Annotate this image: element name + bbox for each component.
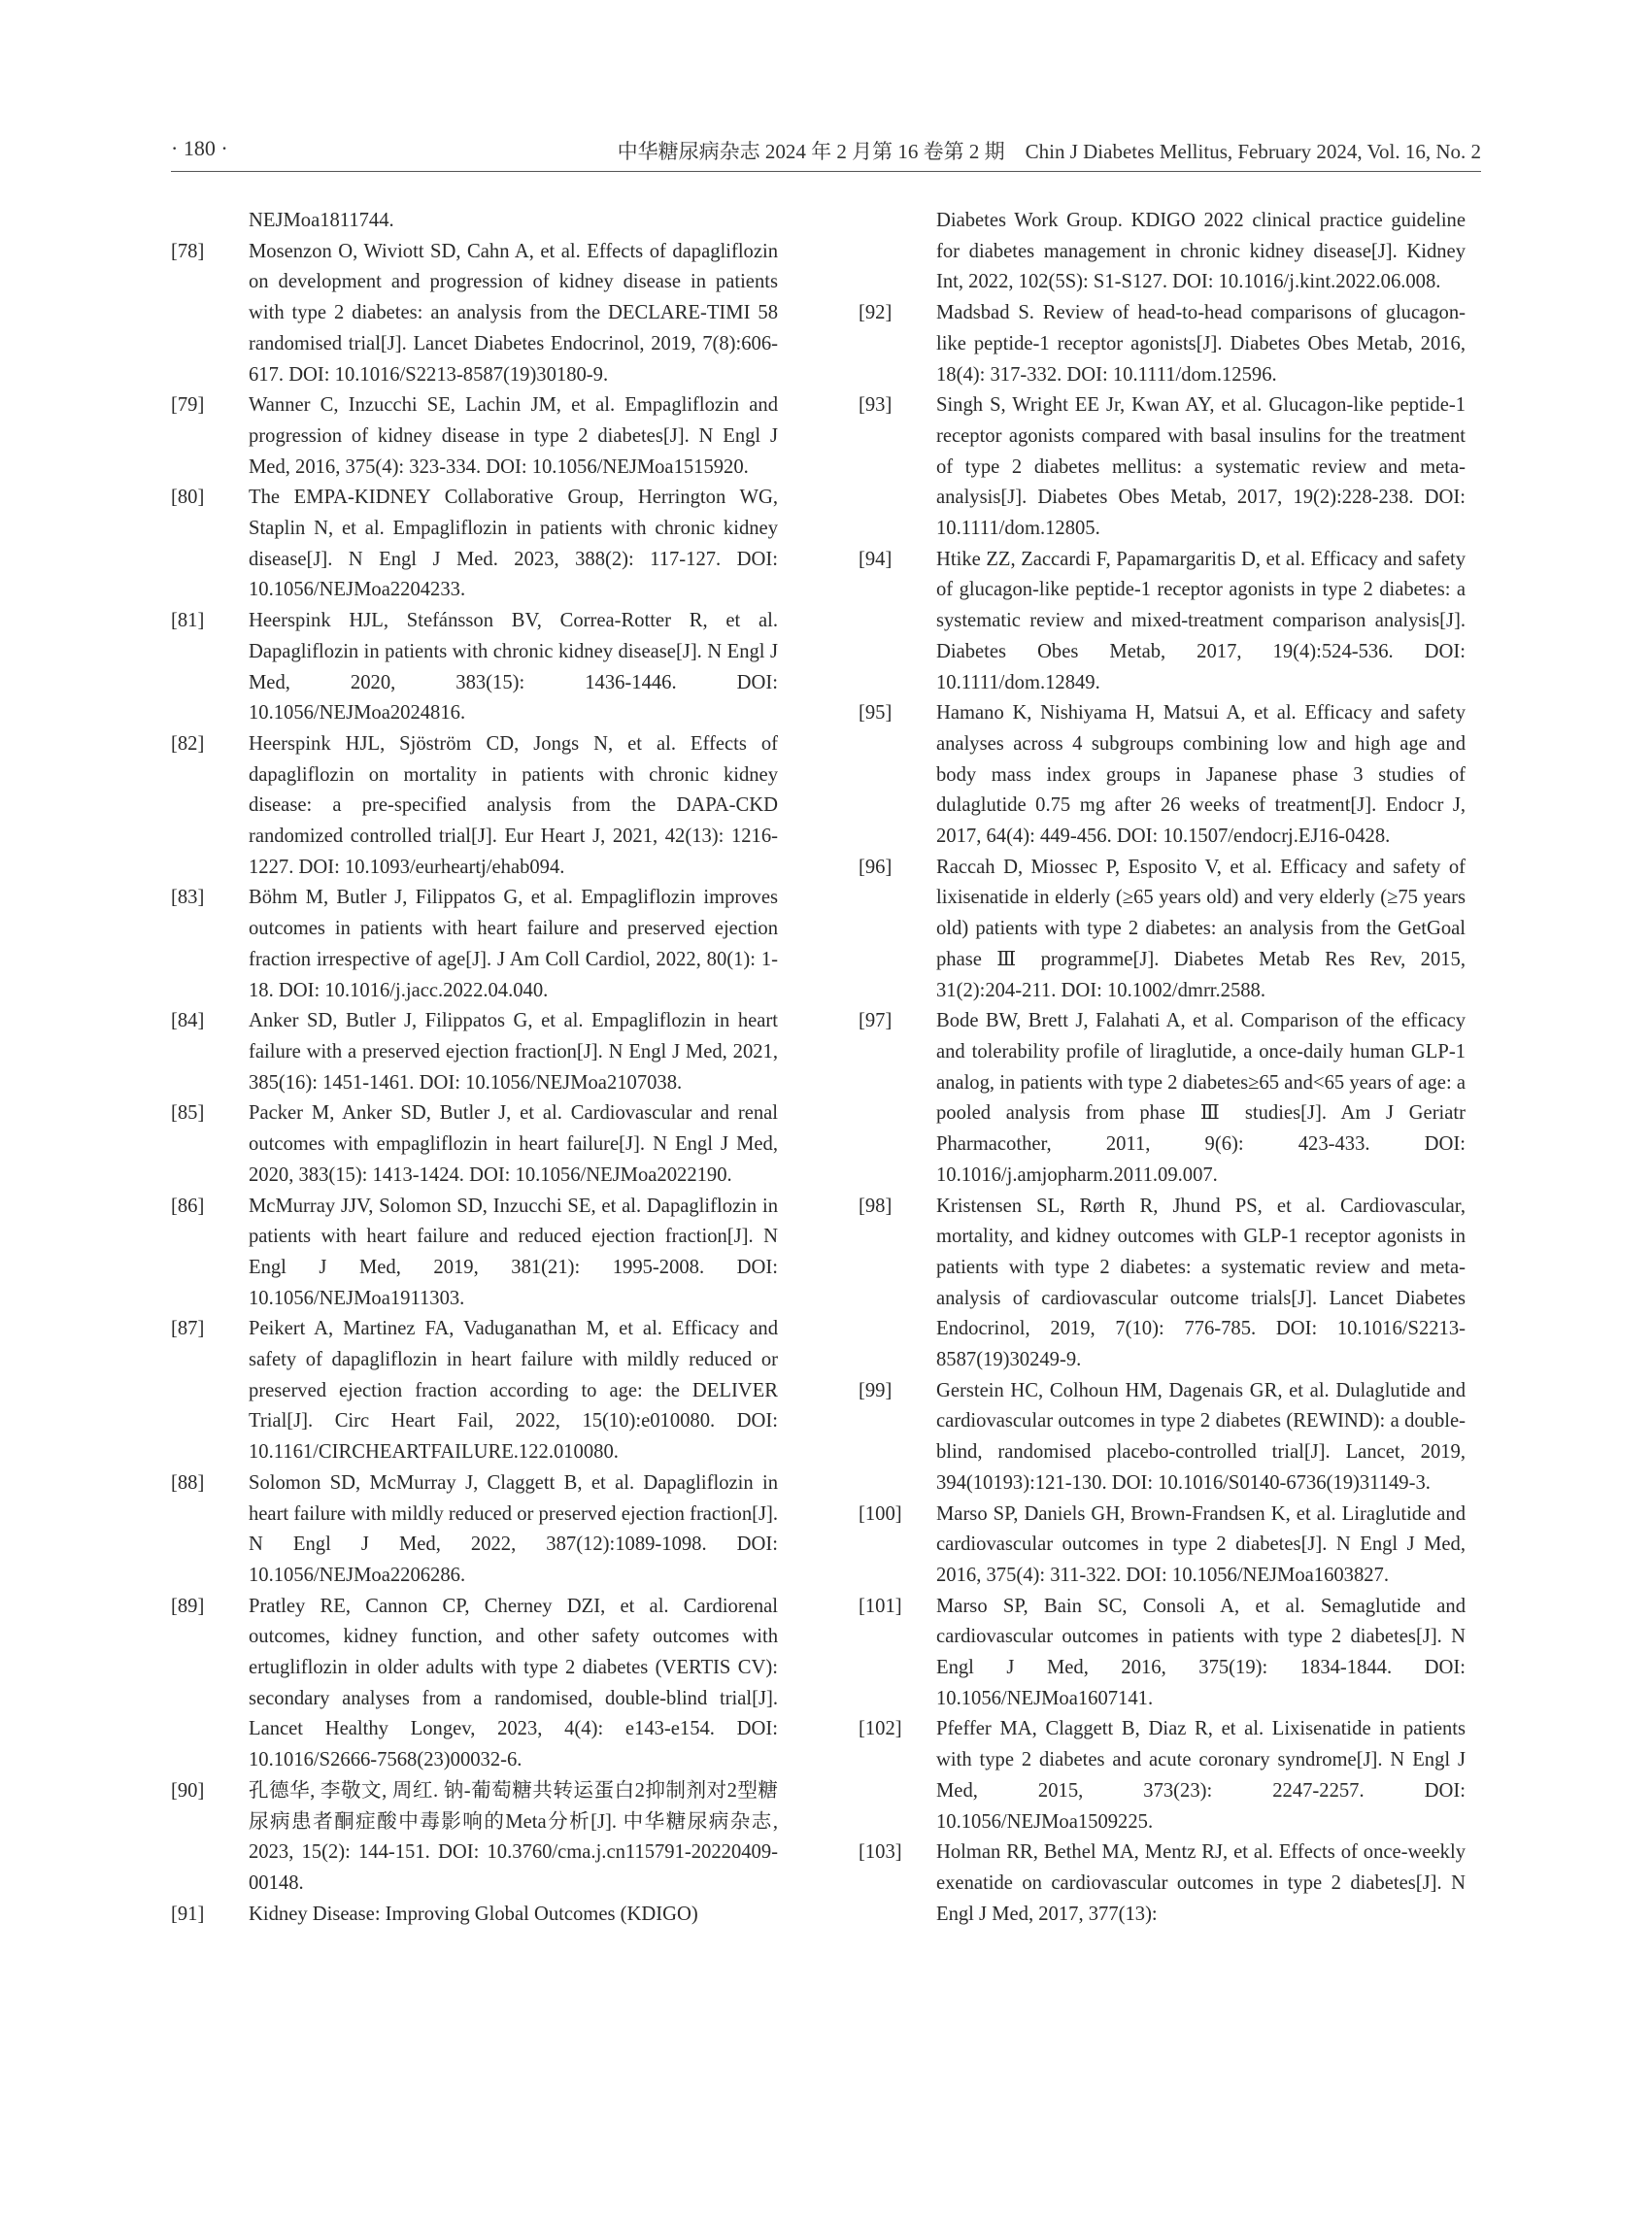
reference-text: Pfeffer MA, Claggett B, Diaz R, et al. Lixisenatide in patients with type 2 diabetes and acute coronary syndrome[J]. N Engl J Med, 2015, 373(23): 2247-2257. DOI: 10.1056/NEJMoa1509225.	[936, 1718, 1466, 1833]
reference-item	[171, 237, 778, 391]
reference-text: Mosenzon O, Wiviott SD, Cahn A, et al. Effects of dapagliflozin on development and progression of kidney disease in patients with type 2 diabetes: an analysis from the DECLARE-TIMI 58 randomised trial[J]. Lancet Diabetes Endocrinol, 2019, 7(8):606-617. DOI: 10.1016/S2213-8587(19)30180-9.	[249, 240, 778, 386]
reference-text: McMurray JJV, Solomon SD, Inzucchi SE, et al. Dapagliflozin in patients with heart failure and reduced ejection fraction[J]. N Engl J Med, 2019, 381(21): 1995-2008. DOI: 10.1056/NEJMoa1911303.	[249, 1195, 778, 1309]
reference-text: Heerspink HJL, Stefánsson BV, Correa-Rotter R, et al. Dapagliflozin in patients with chronic kidney disease[J]. N Engl J Med, 2020, 383(15): 1436-1446. DOI: 10.1056/NEJMoa2024816.	[249, 610, 778, 725]
page-header	[171, 132, 1481, 172]
reference-item	[171, 1776, 778, 1900]
reference-item	[859, 698, 1466, 853]
reference-text: 孔德华, 李敬文, 周红. 钠-葡萄糖共转运蛋白2抑制剂对2型糖尿病患者酮症酸中毒影响的Meta分析[J]. 中华糖尿病杂志, 2023, 15(2): 144-151. DOI: 10.3760/cma.j.cn115791-20220409-00148.	[249, 1779, 778, 1894]
reference-text: Gerstein HC, Colhoun HM, Dagenais GR, et al. Dulaglutide and cardiovascular outcomes in type 2 diabetes (REWIND): a double-blind, randomised placebo-controlled trial[J]. Lancet, 2019, 394(10193):121-130. DOI: 10.1016/S0140-6736(19)31149-3.	[936, 1379, 1466, 1494]
reference-item	[859, 298, 1466, 390]
reference-item	[859, 1837, 1466, 1930]
reference-text: Marso SP, Daniels GH, Brown-Frandsen K, et al. Liraglutide and cardiovascular outcomes in type 2 diabetes[J]. N Engl J Med, 2016, 375(4): 311-322. DOI: 10.1056/NEJMoa1603827.	[936, 1502, 1466, 1586]
reference-item	[859, 1376, 1466, 1500]
reference-column-left	[171, 206, 778, 1930]
reference-number: [83]	[171, 887, 205, 909]
reference-number: [87]	[171, 1318, 205, 1340]
reference-number: [90]	[171, 1779, 205, 1802]
reference-item	[859, 390, 1466, 545]
reference-text: Böhm M, Butler J, Filippatos G, et al. Empagliflozin improves outcomes in patients with heart failure and preserved ejection fraction irrespective of age[J]. J Am Coll Cardiol, 2022, 80(1): 1-18. DOI: 10.1016/j.jacc.2022.04.040.	[249, 887, 778, 1001]
reference-item	[171, 1468, 778, 1592]
page-number: · 180 ·	[171, 136, 228, 160]
reference-number: [93]	[859, 394, 893, 417]
reference-item	[859, 1714, 1466, 1837]
reference-text: Heerspink HJL, Sjöström CD, Jongs N, et al. Effects of dapagliflozin on mortality in patients with chronic kidney disease: a pre-specified analysis from the DAPA-CKD randomized controlled trial[J]. Eur Heart J, 2021, 42(13): 1216-1227. DOI: 10.1093/eurheartj/ehab094.	[249, 732, 778, 878]
reference-number: [102]	[859, 1718, 902, 1740]
reference-number: [91]	[171, 1903, 205, 1925]
reference-number: [86]	[171, 1195, 205, 1217]
reference-number: [96]	[859, 856, 893, 878]
reference-item	[171, 1006, 778, 1098]
reference-item	[171, 1098, 778, 1191]
reference-list-right	[859, 298, 1466, 1930]
reference-continuation	[171, 206, 778, 237]
reference-number: [78]	[171, 240, 205, 262]
reference-text: Pratley RE, Cannon CP, Cherney DZI, et al. Cardiorenal outcomes, kidney function, and other safety outcomes with ertugliflozin in older adults with type 2 diabetes (VERTIS CV): secondary analyses from a randomised, double-blind trial[J]. Lancet Healthy Longev, 2023, 4(4): e143-e154. DOI: 10.1016/S2666-7568(23)00032-6.	[249, 1595, 778, 1771]
reference-text: Kristensen SL, Rørth R, Jhund PS, et al. Cardiovascular, mortality, and kidney outcomes with GLP-1 receptor agonists in patients with type 2 diabetes: a systematic review and meta-analysis of cardiovascular outcome trials[J]. Lancet Diabetes Endocrinol, 2019, 7(10): 776-785. DOI: 10.1016/S2213-8587(19)30249-9.	[936, 1195, 1466, 1371]
reference-item	[171, 729, 778, 884]
reference-text: Singh S, Wright EE Jr, Kwan AY, et al. Glucagon-like peptide-1 receptor agonists compared with basal insulins for the treatment of type 2 diabetes mellitus: a systematic review and meta-analysis[J]. Diabetes Obes Metab, 2017, 19(2):228-238. DOI: 10.1111/dom.12805.	[936, 394, 1466, 540]
reference-text: NEJMoa1811744.	[249, 210, 394, 231]
reference-number: [98]	[859, 1195, 893, 1217]
reference-number: [84]	[171, 1010, 205, 1032]
reference-text: Hamano K, Nishiyama H, Matsui A, et al. Efficacy and safety analyses across 4 subgroups combining low and high age and body mass index groups in Japanese phase 3 studies of dulaglutide 0.75 mg after 26 weeks of treatment[J]. Endocr J, 2017, 64(4): 449-456. DOI: 10.1507/endocrj.EJ16-0428.	[936, 702, 1466, 848]
reference-text: Diabetes Work Group. KDIGO 2022 clinical practice guideline for diabetes management in chronic kidney disease[J]. Kidney Int, 2022, 102(5S): S1-S127. DOI: 10.1016/j.kint.2022.06.008.	[936, 210, 1466, 293]
reference-item	[859, 1592, 1466, 1715]
reference-number: [99]	[859, 1379, 893, 1401]
reference-text: Marso SP, Bain SC, Consoli A, et al. Semaglutide and cardiovascular outcomes in patients with type 2 diabetes[J]. N Engl J Med, 2016, 375(19): 1834-1844. DOI: 10.1056/NEJMoa1607141.	[936, 1595, 1466, 1709]
reference-text: Madsbad S. Review of head-to-head comparisons of glucagon-like peptide-1 receptor agonists[J]. Diabetes Obes Metab, 2016, 18(4): 317-332. DOI: 10.1111/dom.12596.	[936, 302, 1466, 386]
running-title: 中华糖尿病杂志 2024 年 2 月第 16 卷第 2 期 Chin J Diabetes Mellitus, February 2024, Vol. 16, No. 2	[617, 140, 1481, 163]
reference-number: [92]	[859, 302, 893, 324]
reference-number: [89]	[171, 1595, 205, 1617]
reference-column-right	[859, 206, 1466, 1930]
reference-text: Peikert A, Martinez FA, Vaduganathan M, et al. Efficacy and safety of dapagliflozin in heart failure with mildly reduced or preserved ejection fraction according to age: the DELIVER Trial[J]. Circ Heart Fail, 2022, 15(10):e010080. DOI: 10.1161/CIRCHEARTFAILURE.122.010080.	[249, 1318, 778, 1464]
reference-item	[171, 1900, 778, 1931]
reference-item	[859, 853, 1466, 1007]
reference-number: [101]	[859, 1595, 902, 1617]
reference-item	[171, 1314, 778, 1468]
reference-number: [81]	[171, 610, 205, 632]
reference-text: Raccah D, Miossec P, Esposito V, et al. Efficacy and safety of lixisenatide in elderly (≥65 years old) and very elderly (≥75 years old) patients with type 2 diabetes: an analysis from the GetGoal phase Ⅲ programme[J]. Diabetes Metab Res Rev, 2015, 31(2):204-211. DOI: 10.1002/dmrr.2588.	[936, 856, 1466, 1001]
reference-continuation	[859, 206, 1466, 298]
reference-text: Anker SD, Butler J, Filippatos G, et al. Empagliflozin in heart failure with a preserved ejection fraction[J]. N Engl J Med, 2021, 385(16): 1451-1461. DOI: 10.1056/NEJMoa2107038.	[249, 1010, 778, 1094]
reference-item	[859, 1192, 1466, 1376]
reference-text: Bode BW, Brett J, Falahati A, et al. Comparison of the efficacy and tolerability profile of liraglutide, a once-daily human GLP-1 analog, in patients with type 2 diabetes≥65 and<65 years of age: a pooled analysis from phase Ⅲ studies[J]. Am J Geriatr Pharmacother, 2011, 9(6): 423-433. DOI: 10.1016/j.amjopharm.2011.09.007.	[936, 1010, 1466, 1186]
reference-item	[171, 606, 778, 729]
reference-text: Holman RR, Bethel MA, Mentz RJ, et al. Effects of once-weekly exenatide on cardiovascular outcomes in type 2 diabetes[J]. N Engl J Med, 2017, 377(13):	[936, 1841, 1466, 1925]
reference-item	[171, 390, 778, 483]
reference-text: Wanner C, Inzucchi SE, Lachin JM, et al. Empagliflozin and progression of kidney disease in type 2 diabetes[J]. N Engl J Med, 2016, 375(4): 323-334. DOI: 10.1056/NEJMoa1515920.	[249, 394, 778, 478]
reference-number: [88]	[171, 1471, 205, 1494]
reference-number: [97]	[859, 1010, 893, 1032]
reference-number: [100]	[859, 1502, 902, 1525]
reference-number: [95]	[859, 702, 893, 725]
reference-number: [103]	[859, 1841, 902, 1864]
reference-item	[171, 483, 778, 606]
reference-number: [80]	[171, 487, 205, 509]
reference-text: The EMPA-KIDNEY Collaborative Group, Herrington WG, Staplin N, et al. Empagliflozin in patients with chronic kidney disease[J]. N Engl J Med. 2023, 388(2): 117-127. DOI: 10.1056/NEJMoa2204233.	[249, 487, 778, 601]
reference-item	[171, 1192, 778, 1315]
reference-text: Kidney Disease: Improving Global Outcomes (KDIGO)	[249, 1903, 698, 1925]
reference-number: [82]	[171, 732, 205, 755]
reference-item	[171, 1592, 778, 1776]
reference-number: [94]	[859, 548, 893, 570]
reference-item	[859, 1006, 1466, 1191]
reference-text: Packer M, Anker SD, Butler J, et al. Cardiovascular and renal outcomes with empagliflozin in heart failure[J]. N Engl J Med, 2020, 383(15): 1413-1424. DOI: 10.1056/NEJMoa2022190.	[249, 1102, 778, 1186]
reference-number: [79]	[171, 394, 205, 417]
reference-item	[859, 545, 1466, 699]
reference-number: [85]	[171, 1102, 205, 1125]
reference-text: Solomon SD, McMurray J, Claggett B, et al. Dapagliflozin in heart failure with mildly reduced or preserved ejection fraction[J]. N Engl J Med, 2022, 387(12):1089-1098. DOI: 10.1056/NEJMoa2206286.	[249, 1471, 778, 1586]
reference-list-left	[171, 237, 778, 1931]
reference-text: Htike ZZ, Zaccardi F, Papamargaritis D, et al. Efficacy and safety of glucagon-like peptide-1 receptor agonists in type 2 diabetes: a systematic review and mixed-treatment comparison analysis[J]. Diabetes Obes Metab, 2017, 19(4):524-536. DOI: 10.1111/dom.12849.	[936, 548, 1466, 693]
reference-item	[859, 1500, 1466, 1592]
reference-item	[171, 883, 778, 1006]
